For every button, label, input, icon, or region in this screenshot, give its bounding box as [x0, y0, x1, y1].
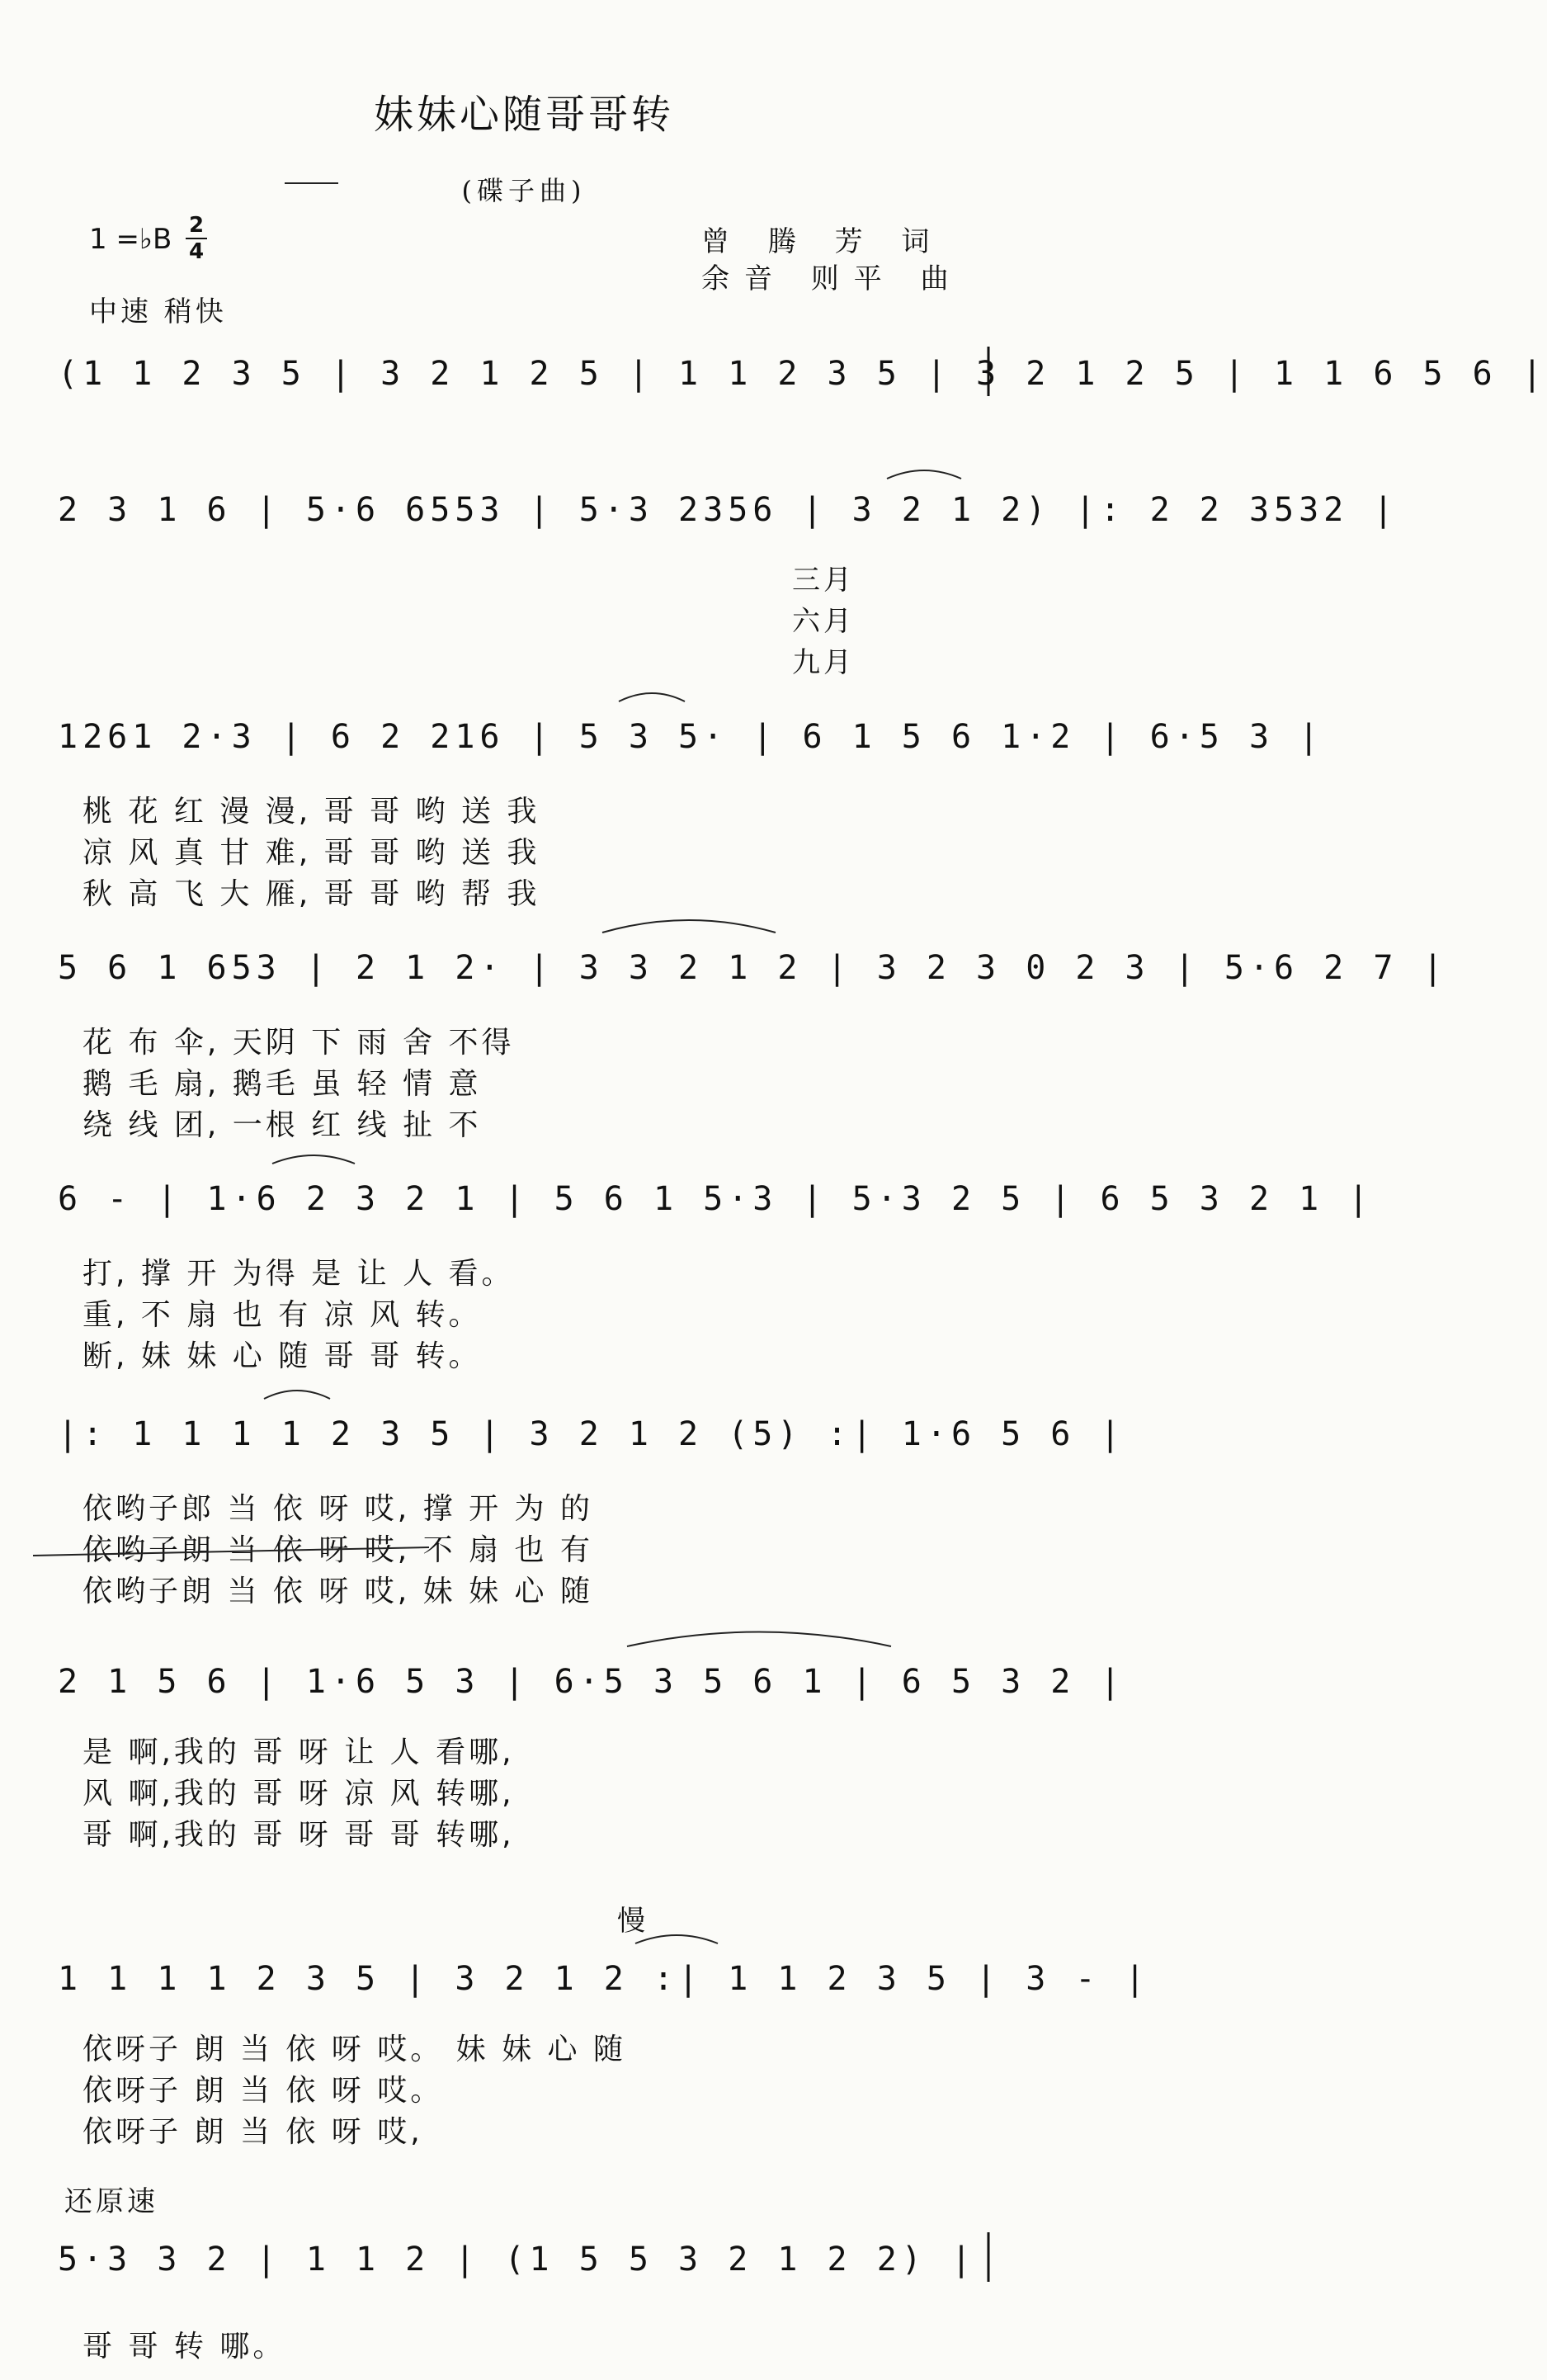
time-signature-top: 2	[188, 213, 205, 238]
slur	[602, 920, 776, 933]
notation-line-7: 2 1 5 6 | 1·6 5 3 | 6·5 3 5 6 1 | 6 5 3 2 |	[58, 1663, 1125, 1701]
lyric-line: 桃 花 红 漫 漫, 哥 哥 哟 送 我	[83, 795, 540, 829]
lyric-line: 秋 高 飞 大 雁, 哥 哥 哟 帮 我	[83, 877, 540, 911]
notation-line-9: 5·3 3 2 | 1 1 2 | (1 5 5 3 2 1 2 2) |	[58, 2241, 977, 2278]
restore-tempo-marking: 还原速	[64, 2185, 158, 2218]
song-title: 妹妹心随哥哥转	[373, 92, 674, 138]
slur	[627, 1632, 891, 1647]
lyric-line: 哥 啊,我的 哥 呀 哥 哥 转哪,	[83, 1818, 515, 1852]
lyric-line: 打, 撑 开 为得 是 让 人 看。	[83, 1257, 515, 1291]
time-signature-bottom: 4	[188, 239, 205, 264]
lyric-line: 依呀子 朗 当 依 呀 哎,	[83, 2115, 423, 2149]
lyric-line: 绕 线 团, 一根 红 线 扯 不	[83, 1108, 482, 1142]
stray-line	[33, 1547, 429, 1556]
lyric-line: 依呀子 朗 当 依 呀 哎。 妹 妹 心 随	[83, 2033, 626, 2066]
notation-line-6: |: 1 1 1 1 2 3 5 | 3 2 1 2 (5) :| 1·6 5 6 |	[58, 1415, 1125, 1453]
lyricist: 曾 腾 芳 词	[701, 225, 945, 258]
key-signature: 1 =♭B	[89, 223, 172, 256]
song-subtitle: (碟子曲)	[461, 175, 587, 206]
side-lyric-2: 六月	[792, 605, 855, 638]
notation-line-2: 2 3 1 6 | 5·6 6553 | 5·3 2356 | 3 2 1 2) |: 2 2 3532 |	[58, 491, 1398, 529]
lyric-line: 风 啊,我的 哥 呀 凉 风 转哪,	[83, 1777, 515, 1811]
lyric-line: 依哟子朗 当 依 呀 哎, 妹 妹 心 随	[83, 1575, 593, 1608]
slur	[635, 1935, 718, 1943]
slur	[619, 693, 685, 701]
slow-marking: 慢	[617, 1905, 649, 1938]
tempo-marking: 中速 稍快	[89, 295, 227, 328]
notation-line-4: 5 6 1 653 | 2 1 2· | 3 3 2 1 2 | 3 2 3 0 2 3 | 5·6 2 7 |	[58, 949, 1448, 987]
lyric-line: 重, 不 扇 也 有 凉 风 转。	[83, 1298, 482, 1332]
lyric-line: 花 布 伞, 天阴 下 雨 舍 不得	[83, 1026, 515, 1060]
lyric-line: 断, 妹 妹 心 随 哥 哥 转。	[83, 1339, 482, 1373]
lyric-line: 凉 风 真 甘 难, 哥 哥 哟 送 我	[83, 836, 540, 870]
notation-line-3: 1261 2·3 | 6 2 216 | 5 3 5· | 6 1 5 6 1·2 | 6·5 3 |	[58, 718, 1324, 756]
slur	[264, 1391, 330, 1399]
side-lyric-1: 三月	[792, 564, 855, 597]
lyric-line: 依呀子 朗 当 依 呀 哎。	[83, 2074, 444, 2108]
notation-line-5: 6 - | 1·6 2 3 2 1 | 5 6 1 5·3 | 5·3 2 5 | 6 5 3 2 1 |	[58, 1180, 1374, 1218]
slur	[887, 470, 961, 479]
lyric-line: 依哟子朗 当 依 呀 哎, 不 扇 也 有	[83, 1533, 593, 1567]
lyric-line: 鹅 毛 扇, 鹅毛 虽 轻 情 意	[83, 1067, 482, 1101]
lyric-line: 哥 哥 转 哪。	[83, 2330, 286, 2363]
notation-line-8: 1 1 1 1 2 3 5 | 3 2 1 2 :| 1 1 2 3 5 | 3 - |	[58, 1960, 1150, 1998]
notation-line-1: (1 1 2 3 5 | 3 2 1 2 5 | 1 1 2 3 5 | 3 2 1 2 5 | 1 1 6 5 6 |	[58, 355, 1547, 393]
lyric-line: 依哟子郎 当 依 呀 哎, 撑 开 为 的	[83, 1492, 593, 1526]
side-lyric-3: 九月	[792, 646, 855, 679]
slur	[272, 1155, 355, 1164]
lyric-line: 是 啊,我的 哥 呀 让 人 看哪,	[83, 1735, 515, 1769]
composer: 余音 则平 曲	[701, 262, 964, 295]
